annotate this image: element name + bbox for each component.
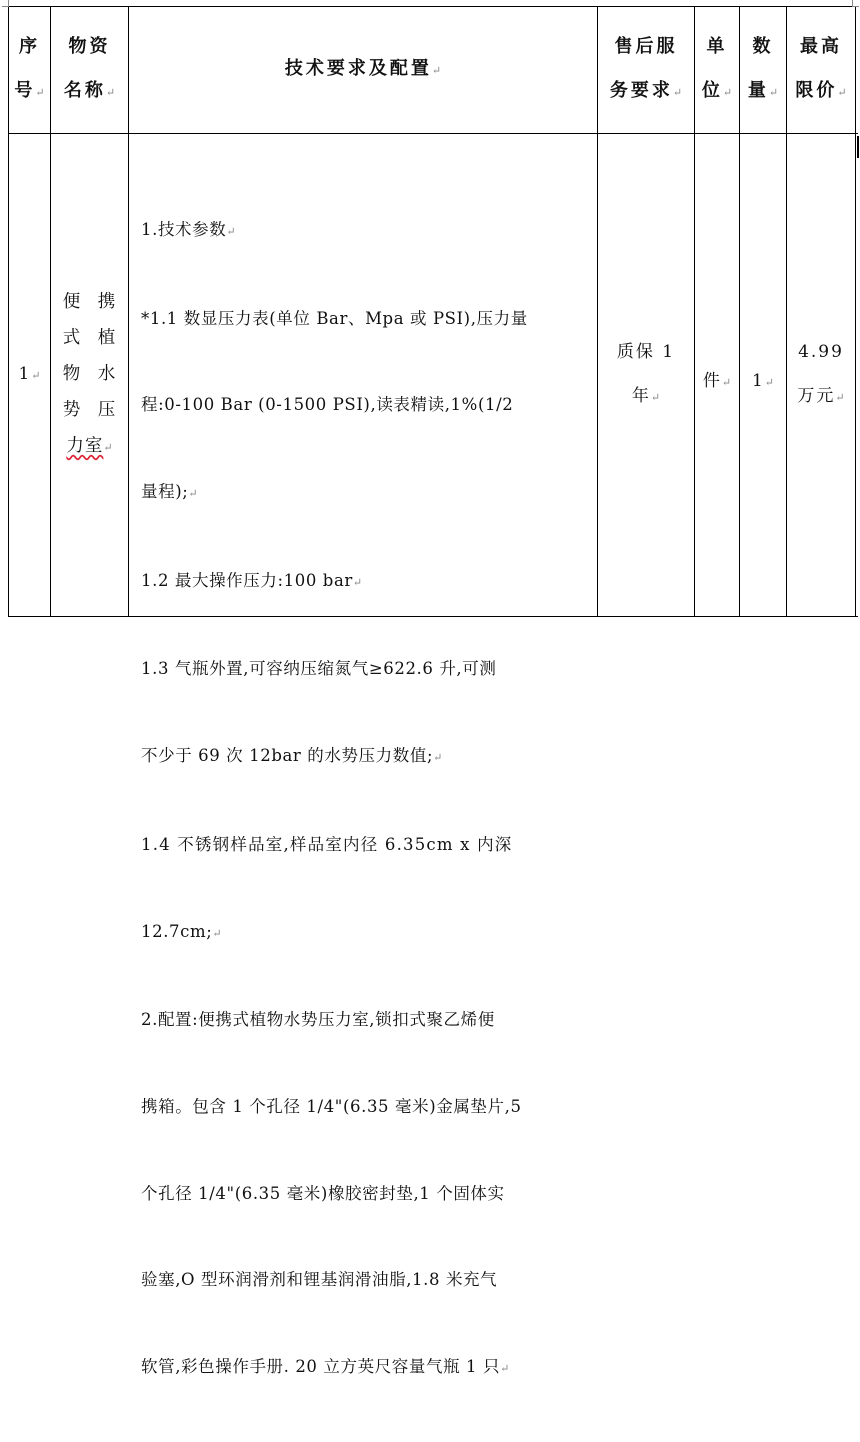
row-max-price-cell bbox=[787, 134, 855, 616]
row-unit-cell bbox=[695, 134, 739, 616]
tech-line: 不少于 69 次 12bar 的水势压力数值;↵ bbox=[141, 746, 443, 766]
tech-line: 量程);↵ bbox=[141, 481, 198, 501]
name-line: 物 水 bbox=[62, 364, 117, 384]
header-quantity bbox=[740, 7, 786, 133]
header-tech-requirements bbox=[129, 7, 597, 133]
tech-spec-text bbox=[141, 158, 593, 1442]
table-right-border bbox=[855, 6, 856, 617]
header-name-line2: 名称↵ bbox=[63, 80, 116, 101]
tech-line: 1.技术参数↵ bbox=[141, 219, 236, 239]
header-after-sales bbox=[598, 7, 694, 133]
table-right-edge-accent bbox=[857, 136, 859, 158]
tech-line: 2.配置:便携式植物水势压力室,锁扣式聚乙烯便 bbox=[141, 1010, 495, 1030]
header-price-line1: 最高 bbox=[800, 36, 842, 57]
name-line: 式 植 bbox=[62, 328, 117, 348]
row-material-name-cell bbox=[51, 134, 128, 616]
header-price-line2: 限价↵ bbox=[795, 80, 847, 101]
row-qty-value: 1↵ bbox=[751, 371, 775, 391]
tech-line: *1.1 数显压力表(单位 Bar、Mpa 或 PSI),压力量 bbox=[141, 308, 528, 328]
corner-mark-top-right bbox=[852, 0, 859, 7]
header-max-price bbox=[787, 7, 855, 133]
header-seq bbox=[9, 7, 50, 133]
tech-line: 1.4 不锈钢样品室,样品室内径 6.35cm x 内深 bbox=[141, 834, 513, 854]
header-seq-line1: 序 bbox=[19, 36, 40, 57]
service-line2: 年↵ bbox=[631, 386, 661, 406]
price-line1: 4.99 bbox=[798, 342, 844, 362]
tech-line: 12.7cm;↵ bbox=[141, 921, 222, 941]
corner-mark-top-left bbox=[2, 0, 9, 7]
tech-line: 验塞,O 型环润滑剂和锂基润滑油脂,1.8 米充气 bbox=[141, 1270, 498, 1290]
tech-line: 软管,彩色操作手册. 20 立方英尺容量气瓶 1 只↵ bbox=[141, 1357, 510, 1377]
row-seq-value: 1↵ bbox=[18, 364, 41, 384]
header-seq-line2: 号↵ bbox=[14, 80, 45, 101]
tech-line: 携箱。包含 1 个孔径 1/4"(6.35 毫米)金属垫片,5 bbox=[141, 1097, 522, 1116]
name-line: 便 携 bbox=[62, 292, 117, 312]
tech-line: 程:0-100 Bar (0-1500 PSI),读表精读,1%(1/2 bbox=[141, 395, 514, 415]
name-line: 力室↵ bbox=[66, 436, 113, 456]
header-qty-line2: 量↵ bbox=[747, 80, 779, 101]
header-material-name bbox=[51, 7, 128, 133]
service-line1: 质保 1 bbox=[616, 342, 676, 362]
header-service-line1: 售后服 bbox=[614, 36, 678, 57]
header-tech-label: 技术要求及配置↵ bbox=[284, 58, 442, 79]
header-unit-line2: 位↵ bbox=[701, 80, 733, 101]
row-quantity-cell bbox=[740, 134, 786, 616]
row-after-sales-cell bbox=[598, 134, 694, 616]
header-unit-line1: 单 bbox=[706, 36, 728, 57]
name-line: 势 压 bbox=[62, 400, 117, 420]
header-unit bbox=[695, 7, 739, 133]
tech-line: 1.3 气瓶外置,可容纳压缩氮气≥622.6 升,可测 bbox=[141, 659, 497, 679]
row-unit-value: 件↵ bbox=[702, 371, 732, 391]
row-seq-cell bbox=[9, 134, 50, 616]
price-line2: 万元↵ bbox=[797, 386, 845, 406]
tech-line: 个孔径 1/4"(6.35 毫米)橡胶密封垫,1 个固体实 bbox=[141, 1183, 505, 1203]
header-service-line2: 务要求↵ bbox=[609, 80, 683, 101]
tech-line: 1.2 最大操作压力:100 bar↵ bbox=[141, 570, 363, 590]
header-name-line1: 物资 bbox=[68, 36, 111, 57]
header-qty-line1: 数 bbox=[752, 36, 774, 57]
